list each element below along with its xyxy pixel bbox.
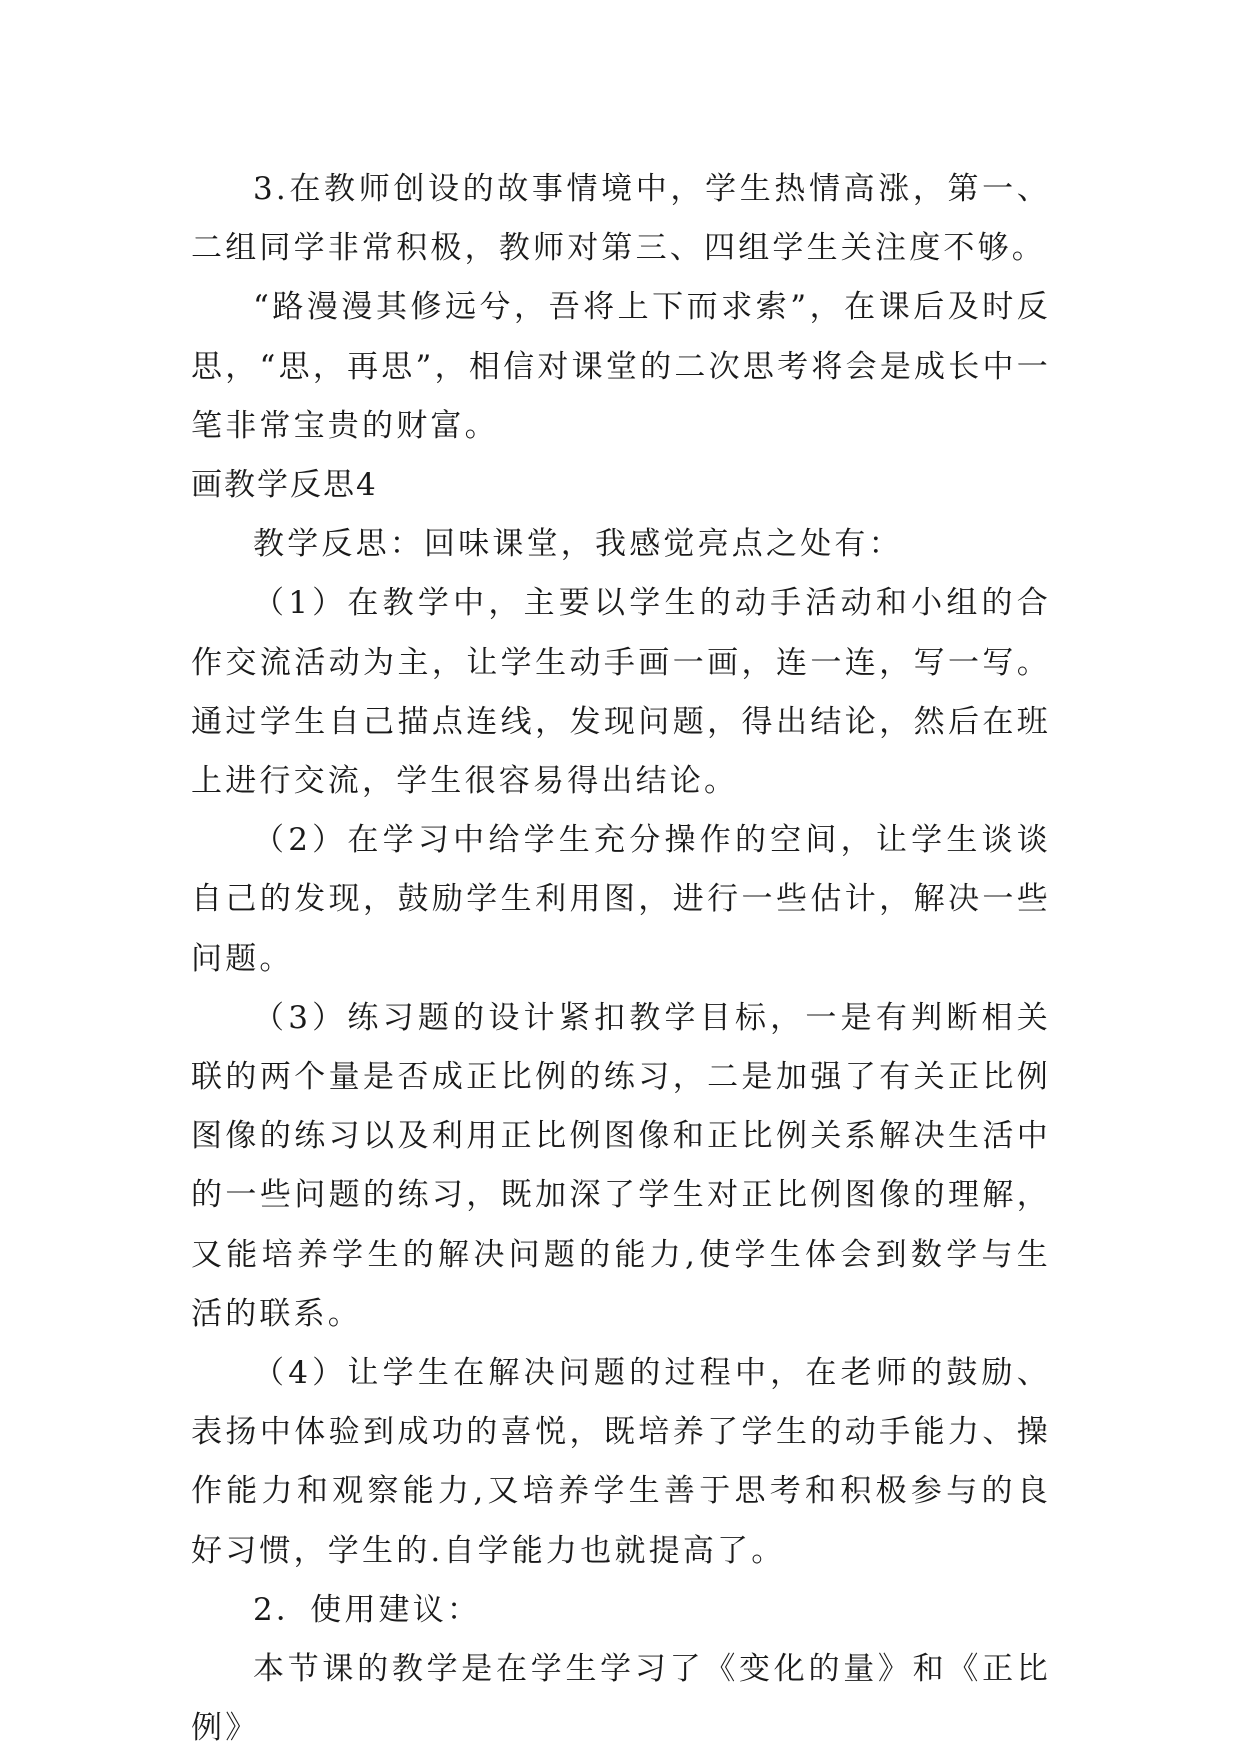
paragraph-point-1: （1）在教学中，主要以学生的动手活动和小组的合作交流活动为主，让学生动手画一画，连一连，写一写。通过学生自己描点连线，发现问题，得出结论，然后在班上进行交流，学生很容易得出结论。 xyxy=(191,585,1051,800)
paragraph-story-situation: 3.在教师创设的故事情境中，学生热情高涨，第一、二组同学非常积极，教师对第三、四组学生关注度不够。 xyxy=(191,171,1051,267)
paragraph-reflection-quote: “路漫漫其修远兮，吾将上下而求索”，在课后及时反思，“思，再思”，相信对课堂的二次思考将会是成长中一笔非常宝贵的财富。 xyxy=(191,289,1051,444)
document-body xyxy=(191,160,1051,1758)
paragraph-usage-suggestions: 2．使用建议： xyxy=(253,1591,482,1628)
paragraph-point-3: （3）练习题的设计紧扣教学目标，一是有判断相关联的两个量是否成正比例的练习，二是加强了有关正比例图像的练习以及利用正比例图像和正比例关系解决生活中的一些问题的练习，既加深了学生对正比例图像的理解，又能培养学生的解决问题的能力,使学生体会到数学与生活的联系。 xyxy=(191,999,1051,1332)
paragraph-highlights-intro: 教学反思：回味课堂，我感觉亮点之处有： xyxy=(253,526,903,563)
paragraph-point-4: （4）让学生在解决问题的过程中，在老师的鼓励、表扬中体验到成功的喜悦，既培养了学生的动手能力、操作能力和观察能力,又培养学生善于思考和积极参与的良好习惯，学生的.自学能力也就提高了。 xyxy=(191,1355,1051,1569)
section-heading: 画教学反思4 xyxy=(191,467,378,504)
paragraph-lesson-context: 本节课的教学是在学生学习了《变化的量》和《正比例》 xyxy=(191,1651,1051,1747)
paragraph-point-2: （2）在学习中给学生充分操作的空间，让学生谈谈自己的发现，鼓励学生利用图，进行一些估计，解决一些问题。 xyxy=(191,822,1051,977)
